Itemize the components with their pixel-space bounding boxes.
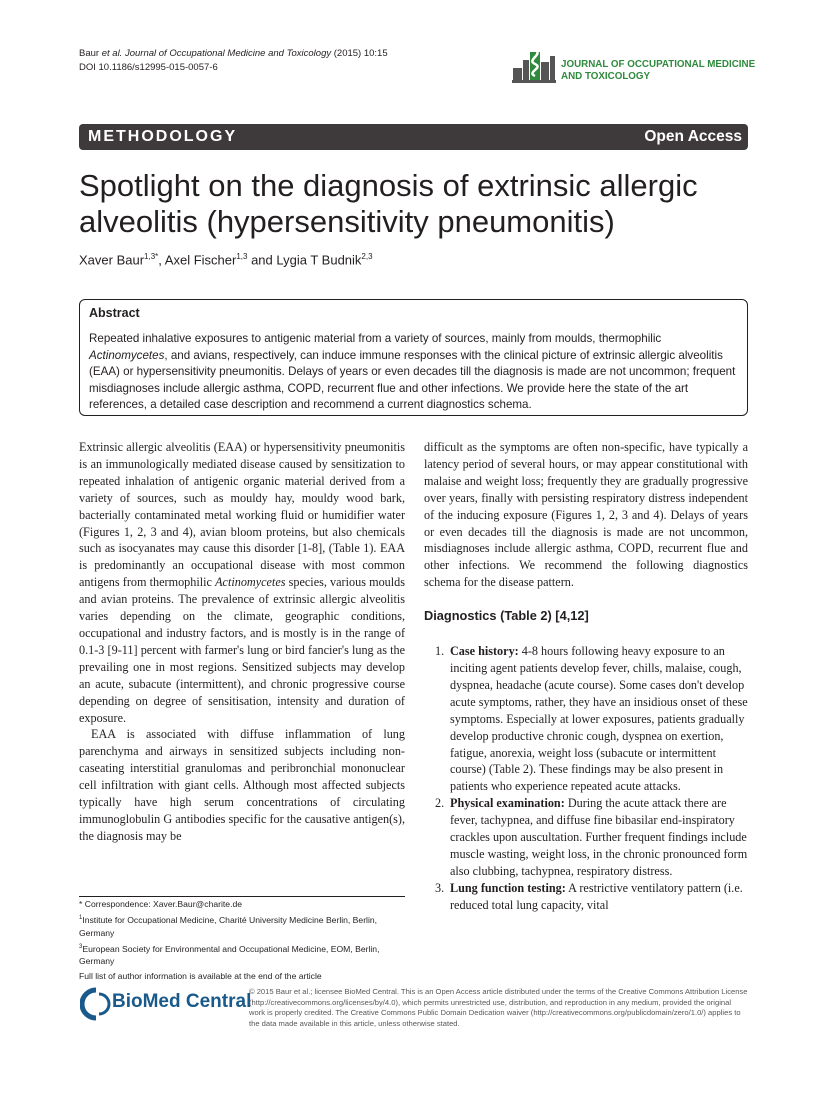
abstract-text-part: Repeated inhalative exposures to antigenic material from a variety of sources, mainly from moulds, thermophilic [89, 332, 662, 345]
list-item-label: Case history: [450, 644, 519, 659]
list-item [424, 795, 748, 880]
list-item [424, 643, 748, 795]
affiliation [79, 941, 405, 968]
citation-block [79, 47, 388, 75]
author-separator: and [247, 252, 277, 268]
section-banner [79, 124, 748, 150]
citation-line [79, 47, 388, 61]
list-item-text: A restrictive ventilatory pattern (i.e. reduced total lung capacity, vital [450, 880, 743, 912]
author-list [79, 252, 373, 267]
title-line1: Spotlight on the diagnosis of extrinsic allergic [79, 168, 698, 203]
body-right-column [424, 439, 748, 914]
journal-name-line2: AND TOXICOLOGY [561, 70, 651, 82]
citation-journal: Journal of Occupational Medicine and Toxicology [124, 48, 332, 59]
list-number: 1. [435, 644, 445, 659]
citation-year-volume: (2015) 10:15 [331, 48, 388, 59]
open-access-label: Open Access [644, 128, 742, 145]
article-type: METHODOLOGY [88, 128, 238, 145]
affiliation-text: Institute for Occupational Medicine, Charité University Medicine Berlin, Berlin, Germany [79, 915, 378, 938]
paragraph: EAA is associated with diffuse inflammation of lung parenchyma and airways in sensitized subjects including non-caseating interstitial granulomas and peribronchial mononuclear cell infiltration with giant cells. Although most affected subjects typically have high serum concentrations of circulating immunoglobulin G antibodies specific for the causative antigen(s), the diagnosis may be [79, 727, 405, 843]
list-item-label: Lung function testing: [450, 880, 566, 895]
affiliation-sup: 3 [79, 944, 83, 951]
publisher-name: BioMed Central [112, 991, 252, 1012]
journal-name [561, 59, 755, 82]
author-separator: , [158, 252, 165, 268]
list-item-text: 4-8 hours following heavy exposure to an inciting agent patients develop fever, chills, malaise, cough, dyspnea, headache (acute course). Some cases don't develop acute symptoms, rather, they have an insidious onset of these symptoms. Especially at lower exposures, patients gradually develop productive chronic cough, dyspnea on exertion, fatigue, anorexia, weight loss (subacute or intermittent course) (Table 2). These findings may be also present in patients who experience repeated acute attacks. [450, 644, 748, 794]
abstract-text-italic: Actinomycetes [89, 348, 165, 362]
paragraph: difficult as the symptoms are often non-specific, have typically a latency period of several hours, or may appear constitutional with malaise and weight loss; frequently they are gradually progressive over years, finally with persisting respiratory distress independent of the inducing exposure (Figures 1, 2, 3 and 4). Delays of years or even decades till the diagnosis is made are not uncommon, misdiagnoses include allergic asthma, COPD, recurrent flue and other infections. We recommend the following diagnostics schema for the disease pattern. [424, 440, 748, 590]
author-name: Axel Fischer [164, 252, 237, 268]
list-number: 2. [435, 796, 445, 811]
article-title [79, 168, 748, 240]
footnote-divider [79, 896, 405, 897]
author-affiliation-sup: 1,3 [236, 252, 248, 261]
list-item [424, 880, 748, 914]
list-number: 3. [435, 880, 445, 895]
section-heading: Diagnostics (Table 2) [4,12] [424, 608, 589, 624]
affiliation-sup: 1 [79, 915, 83, 922]
paragraph-italic: Actinomycetes [215, 575, 286, 590]
list-item-text: During the acute attack there are fever, tachypnea, and diffuse fine bibasilar end-inspiratory crackles upon auscultation. Further frequent findings include muscle wasting, weight loss, in the chronic pronounced form also clubbing, tachypnea, respiratory distress. [450, 796, 748, 878]
abstract-heading: Abstract [89, 306, 140, 320]
license-text: © 2015 Baur et al.; licensee BioMed Central. This is an Open Access article distributed under the terms of the Creative Commons Attribution License (http://creativecommons.org/licenses/by/4.0), which permits unrestricted use, distribution, and reproduction in any medium, provided the original work is properly credited. The Creative Commons Public Domain Dedication waiver (http://creativecommons.org/publicdomain/zero/1.0/) applies to the data made available in this article, unless otherwise stated. [249, 987, 748, 1028]
doi: DOI 10.1186/s12995-015-0057-6 [79, 62, 218, 73]
affiliation-text: European Society for Environmental and Occupational Medicine, EOM, Berlin, Germany [79, 943, 380, 967]
abstract-text-part: , and avians, respectively, can induce immune responses with the clinical picture of extrinsic allergic alveolitis (EAA) or hypersensitivity pneumonitis. Delays of years or even decades till the diagnosis is made are not uncommon; frequent misdiagnoses include allergic asthma, COPD, recurrent flue and other infections. We provide here the state of the art references, a detailed case description and recommend a current diagnostics schema. [89, 348, 736, 412]
list-item-label: Physical examination: [450, 796, 565, 811]
abstract-box [79, 299, 748, 416]
title-line2: alveolitis (hypersensitivity pneumonitis) [79, 204, 615, 239]
journal-name-line1: JOURNAL OF OCCUPATIONAL MEDICINE [561, 59, 756, 70]
abstract-text [89, 331, 739, 414]
paragraph-text: Extrinsic allergic alveolitis (EAA) or hypersensitivity pneumonitis is an immunologically mediated disease caused by sensitization to repeated inhalation of antigenic organic material derived from a variety of sources, such as mouldy hay, mouldy wood bark, bacterially contaminated metal working fluid or humidifier water (Figures 1, 2, 3 and 4), avian bloom proteins, but also chemicals such as isocyanates may cause this disorder [1-8], (Table 1). EAA is predominantly an occupational disease with most common antigens from thermophilic [79, 440, 405, 590]
paragraph [79, 439, 405, 726]
author-name: Lygia T Budnik [276, 252, 362, 268]
citation-authors: Baur [79, 48, 102, 59]
diagnostics-list [424, 643, 748, 914]
footnotes [79, 898, 405, 984]
correspondence[interactable]: * Correspondence: Xaver.Baur@charite.de [79, 899, 243, 909]
citation-etal: et al. [101, 48, 123, 59]
affiliation [79, 912, 405, 939]
author-info-note: Full list of author information is available at the end of the article [79, 970, 322, 981]
paragraph-text: species, various moulds and avian proteins. The prevalence of extrinsic allergic alveolitis varies depending on the climate, geographic conditions, occupational and industry factors, and is mostly is in the range of 0.1-3 [9-11] percent with farmer's lung or bird fancier's lung as the prevailing one in most regions. Sensitized subjects may develop an acute, subacute (intermittent), and chronic progressive course depending on degree of sensitisation, intensity and duration of exposure. [79, 575, 405, 725]
author-affiliation-sup: 2,3 [361, 252, 373, 261]
author-name: Xaver Baur [79, 252, 145, 268]
author-affiliation-sup: 1,3* [144, 252, 159, 261]
body-left-column [79, 439, 405, 845]
